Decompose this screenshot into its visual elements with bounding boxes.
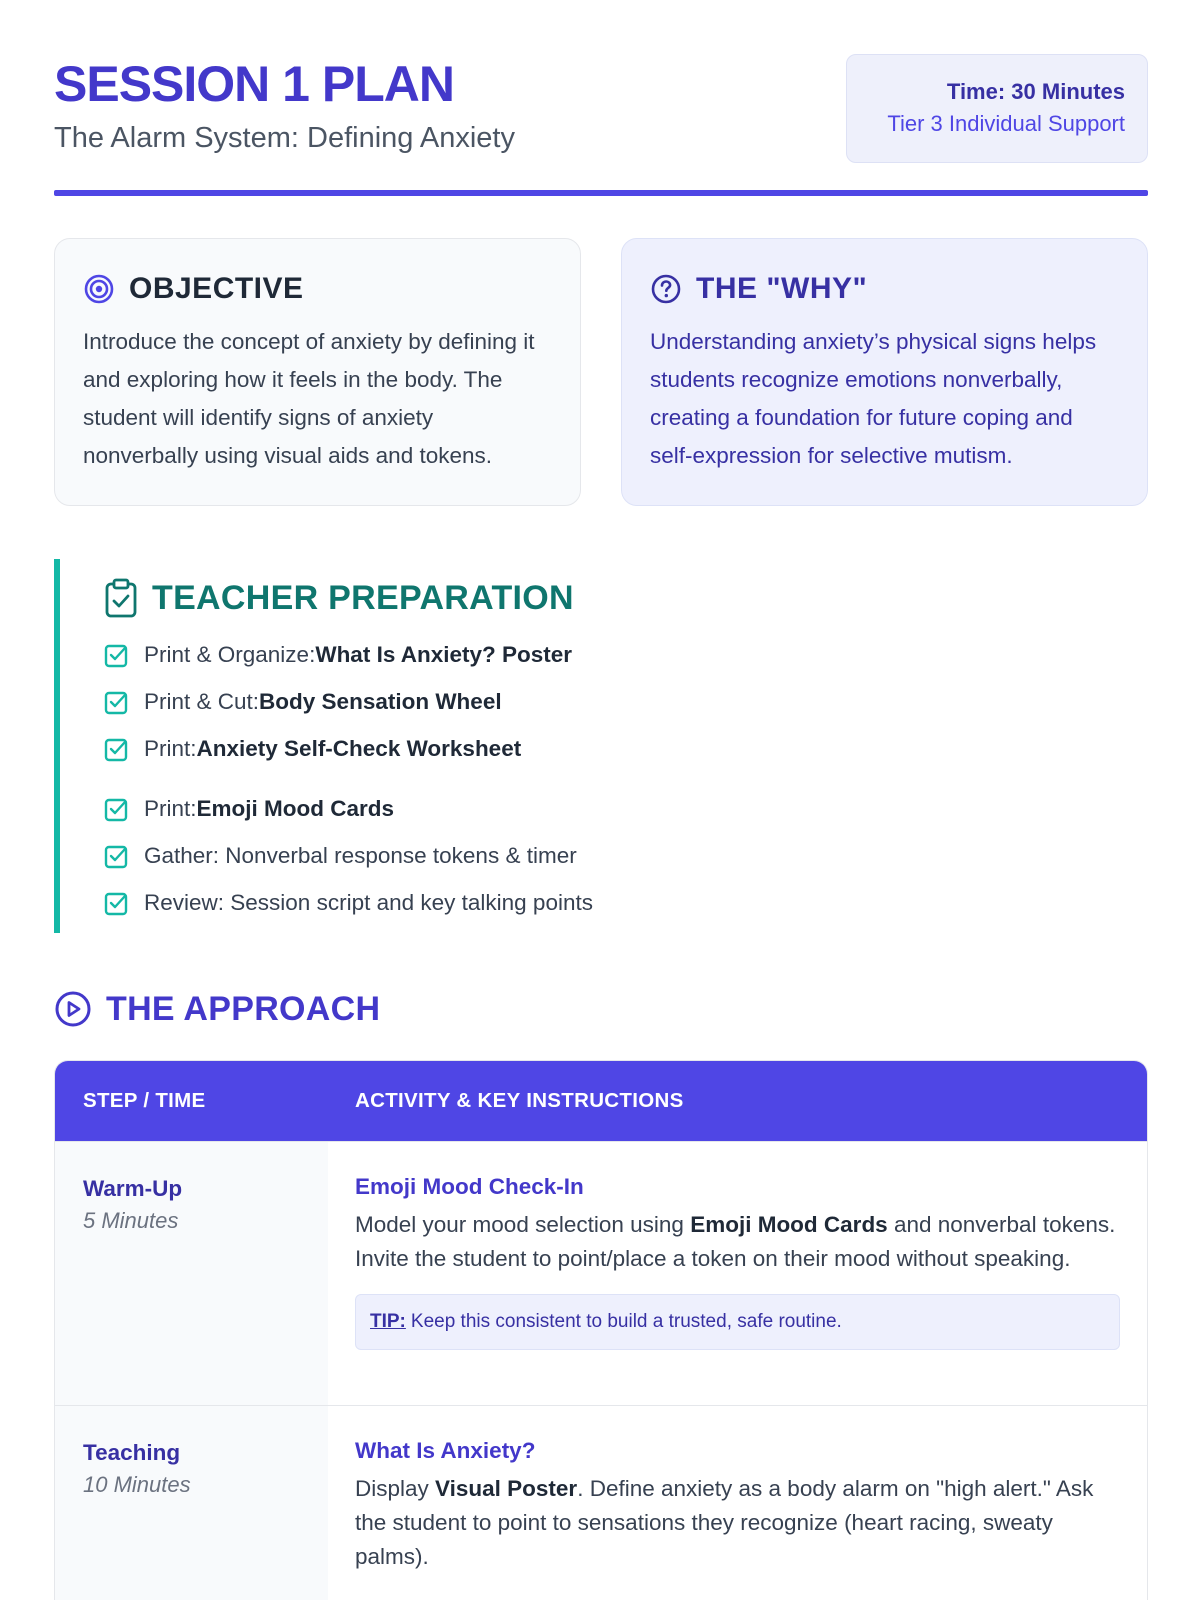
prep-checklist xyxy=(104,631,754,926)
objective-heading xyxy=(83,269,552,309)
prep-item xyxy=(104,725,754,772)
prep-item xyxy=(104,678,754,725)
question-circle-icon xyxy=(650,273,682,305)
prep-item-prefix: Print & Cut: xyxy=(144,688,260,714)
checkbox-icon xyxy=(104,843,130,869)
step-time: 10 Minutes xyxy=(83,1472,191,1497)
support-tier: Tier 3 Individual Support xyxy=(887,111,1125,136)
table-header xyxy=(55,1061,1147,1141)
tip-box xyxy=(355,1294,1120,1350)
why-title: THE "WHY" xyxy=(696,272,868,305)
activity-title: What Is Anxiety? xyxy=(355,1438,536,1463)
approach-heading xyxy=(54,986,380,1032)
tip-text: Keep this consistent to build a trusted, safe routine. xyxy=(410,1311,842,1332)
table-row xyxy=(55,1405,1147,1600)
prep-item-prefix: Print & Organize: xyxy=(144,641,316,667)
activity-description xyxy=(355,1472,1120,1574)
prep-item xyxy=(104,832,754,879)
prep-item xyxy=(104,879,754,926)
header-divider xyxy=(54,190,1148,196)
approach-table xyxy=(54,1060,1148,1600)
checkbox-icon xyxy=(104,642,130,668)
activity-text: Model your mood selection using xyxy=(355,1212,691,1237)
approach-title: THE APPROACH xyxy=(106,989,381,1028)
checkbox-icon xyxy=(104,796,130,822)
activity-cell xyxy=(328,1406,1147,1600)
activity-material: Emoji Mood Cards xyxy=(690,1212,888,1237)
activity-description xyxy=(355,1208,1120,1276)
play-circle-icon xyxy=(54,990,92,1028)
tip-label: TIP: xyxy=(370,1311,406,1332)
prep-item xyxy=(104,631,754,678)
step-cell xyxy=(55,1142,328,1405)
checkbox-icon xyxy=(104,689,130,715)
step-time: 5 Minutes xyxy=(83,1208,179,1233)
prep-title: TEACHER PREPARATION xyxy=(152,578,574,617)
prep-item-prefix: Print: xyxy=(144,795,197,821)
checkbox-icon xyxy=(104,890,130,916)
column-header-step: STEP / TIME xyxy=(83,1089,206,1112)
page-subtitle: The Alarm System: Defining Anxiety xyxy=(54,122,515,154)
objective-card xyxy=(54,238,581,506)
prep-item xyxy=(104,785,754,832)
info-cards xyxy=(54,238,1148,506)
step-cell xyxy=(55,1406,328,1600)
activity-material: Visual Poster xyxy=(435,1476,578,1501)
column-header-activity: ACTIVITY & KEY INSTRUCTIONS xyxy=(355,1089,684,1112)
prep-item-prefix: Print: xyxy=(144,735,197,761)
prep-item-material: Anxiety Self-Check Worksheet xyxy=(196,735,522,761)
activity-cell xyxy=(328,1142,1147,1405)
step-name: Warm-Up xyxy=(83,1176,183,1201)
table-row xyxy=(55,1141,1147,1405)
step-name: Teaching xyxy=(83,1440,181,1465)
session-time: Time: 30 Minutes xyxy=(946,79,1125,104)
session-meta-box xyxy=(846,54,1148,163)
objective-title: OBJECTIVE xyxy=(129,272,304,305)
header xyxy=(54,0,1148,196)
checkbox-icon xyxy=(104,736,130,762)
session-plan-page xyxy=(54,0,1148,1569)
prep-item-material: Body Sensation Wheel xyxy=(259,688,502,714)
why-heading xyxy=(650,269,1119,309)
clipboard-check-icon xyxy=(104,578,138,618)
page-title: SESSION 1 PLAN xyxy=(54,56,454,112)
activity-text: and nonverbal tokens. Invite the student to point/place a token on their mood without speaking. xyxy=(355,1212,1116,1271)
prep-item-material: Emoji Mood Cards xyxy=(196,795,395,821)
activity-text: Display xyxy=(355,1476,436,1501)
prep-item-material: What Is Anxiety? Poster xyxy=(315,641,573,667)
prep-item-text: Gather: Nonverbal response tokens & timer xyxy=(144,842,577,868)
objective-text: Introduce the concept of anxiety by defining it and exploring how it feels in the body. The student will identify signs of anxiety nonverbally using visual aids and tokens. xyxy=(83,329,535,468)
activity-text: . Define anxiety as a body alarm on "high alert." Ask the student to point to sensations they recognize (heart racing, sweaty palms). xyxy=(355,1476,1094,1569)
why-card xyxy=(621,238,1148,506)
why-text: Understanding anxiety’s physical signs helps students recognize emotions nonverbally, creating a foundation for future coping and self-expression for selective mutism. xyxy=(650,329,1097,468)
activity-title: Emoji Mood Check-In xyxy=(355,1174,584,1199)
teacher-preparation-section xyxy=(54,559,754,933)
prep-heading xyxy=(104,575,754,621)
prep-item-text: Review: Session script and key talking points xyxy=(144,889,593,915)
target-icon xyxy=(83,273,115,305)
